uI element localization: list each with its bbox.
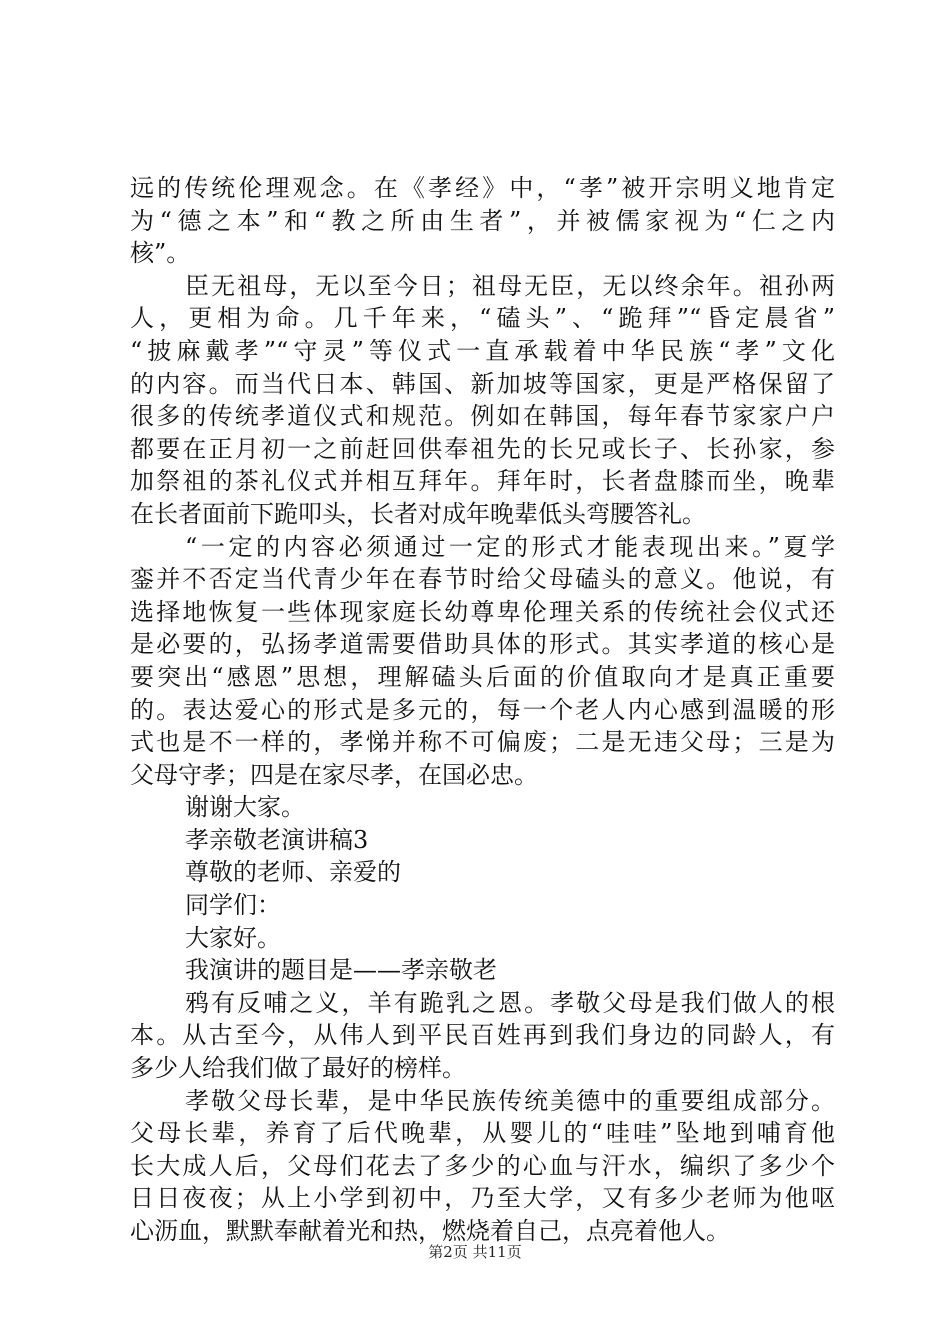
document-body [130, 172, 835, 1248]
text-line: 孝亲敬老演讲稿3 [185, 825, 369, 854]
text-line: 心沥血，默默奉献着光和热，燃烧着自己，点亮着他人。 [130, 1217, 730, 1245]
text-line: 臣无祖母，无以至今日；祖母无臣，无以终余年。祖孙两 [185, 271, 835, 300]
text-line: 远的传统伦理观念。在《孝经》中，“孝”被开宗明义地肯定 [130, 174, 835, 202]
text-line: 的内容。而当代日本、韩国、新加坡等国家，更是严格保留了 [130, 369, 835, 398]
text-line: 同学们： [185, 891, 281, 920]
text-line: 銮并不否定当代青少年在春节时给父母磕头的意义。他说，有 [130, 565, 835, 594]
paragraph [130, 172, 835, 270]
text-line: 式也是不一样的，孝悌并称不可偏废；二是无违父母；三是为 [130, 728, 835, 757]
paragraph [130, 856, 835, 889]
paragraph [130, 987, 835, 1085]
text-line: “一定的内容必须通过一定的形式才能表现出来。”夏学 [185, 532, 835, 561]
text-line: 很多的传统孝道仪式和规范。例如在韩国，每年春节家家户户 [130, 402, 835, 431]
text-line: 日日夜夜；从上小学到初中，乃至大学，又有多少老师为他呕 [130, 1184, 835, 1213]
text-line: 要突出“感恩”思想，理解磕头后面的价值取向才是真正重要 [130, 662, 835, 691]
text-line: 为“德之本”和“教之所由生者”，并被儒家视为“仁之内 [130, 206, 835, 235]
text-line: 本。从古至今，从伟人到平民百姓再到我们身边的同龄人，有 [130, 1021, 835, 1050]
text-line: 大家好。 [185, 923, 281, 952]
text-line: 父母长辈，养育了后代晚辈，从婴儿的“哇哇”坠地到哺育他 [130, 1119, 835, 1148]
paragraph [130, 270, 835, 531]
text-line: 都要在正月初一之前赶回供奉祖先的长兄或长子、长孙家，参 [130, 434, 835, 463]
page-number: 第2页 共11页 [428, 1243, 522, 1261]
text-line: 鸦有反哺之义，羊有跪乳之恩。孝敬父母是我们做人的根 [185, 988, 835, 1017]
text-line: 在长者面前下跪叩头，长者对成年晚辈低头弯腰答礼。 [130, 499, 706, 528]
paragraph [130, 791, 835, 824]
text-line: 人，更相为命。几千年来，“磕头”、“跪拜”“昏定晨省” [130, 304, 835, 333]
paragraph [130, 531, 835, 792]
paragraph [130, 954, 835, 987]
text-line: 是必要的，弘扬孝道需要借助具体的形式。其实孝道的核心是 [130, 630, 835, 659]
paragraph [130, 922, 835, 955]
text-line: 我演讲的题目是——孝亲敬老 [185, 956, 497, 985]
text-line: 谢谢大家。 [185, 793, 305, 822]
text-line: “披麻戴孝”“守灵”等仪式一直承载着中华民族“孝”文化 [130, 336, 835, 365]
text-line: 尊敬的老师、亲爱的 [185, 858, 401, 887]
text-line: 多少人给我们做了最好的榜样。 [130, 1054, 466, 1083]
text-line: 加祭祖的茶礼仪式并相互拜年。拜年时，长者盘膝而坐，晚辈 [130, 467, 835, 496]
text-line: 选择地恢复一些体现家庭长幼尊卑伦理关系的传统社会仪式还 [130, 597, 835, 626]
text-line: 孝敬父母长辈，是中华民族传统美德中的重要组成部分。 [185, 1086, 835, 1115]
text-line: 父母守孝；四是在家尽孝，在国必忠。 [130, 760, 538, 789]
page-footer [0, 1243, 950, 1261]
text-line: 长大成人后，父母们花去了多少的心血与汗水，编织了多少个 [130, 1151, 835, 1180]
paragraph [130, 889, 835, 922]
text-line: 核”。 [130, 239, 191, 268]
text-line: 的。表达爱心的形式是多元的，每一个老人内心感到温暖的形 [130, 695, 835, 724]
paragraph [130, 824, 835, 857]
paragraph [130, 1085, 835, 1248]
